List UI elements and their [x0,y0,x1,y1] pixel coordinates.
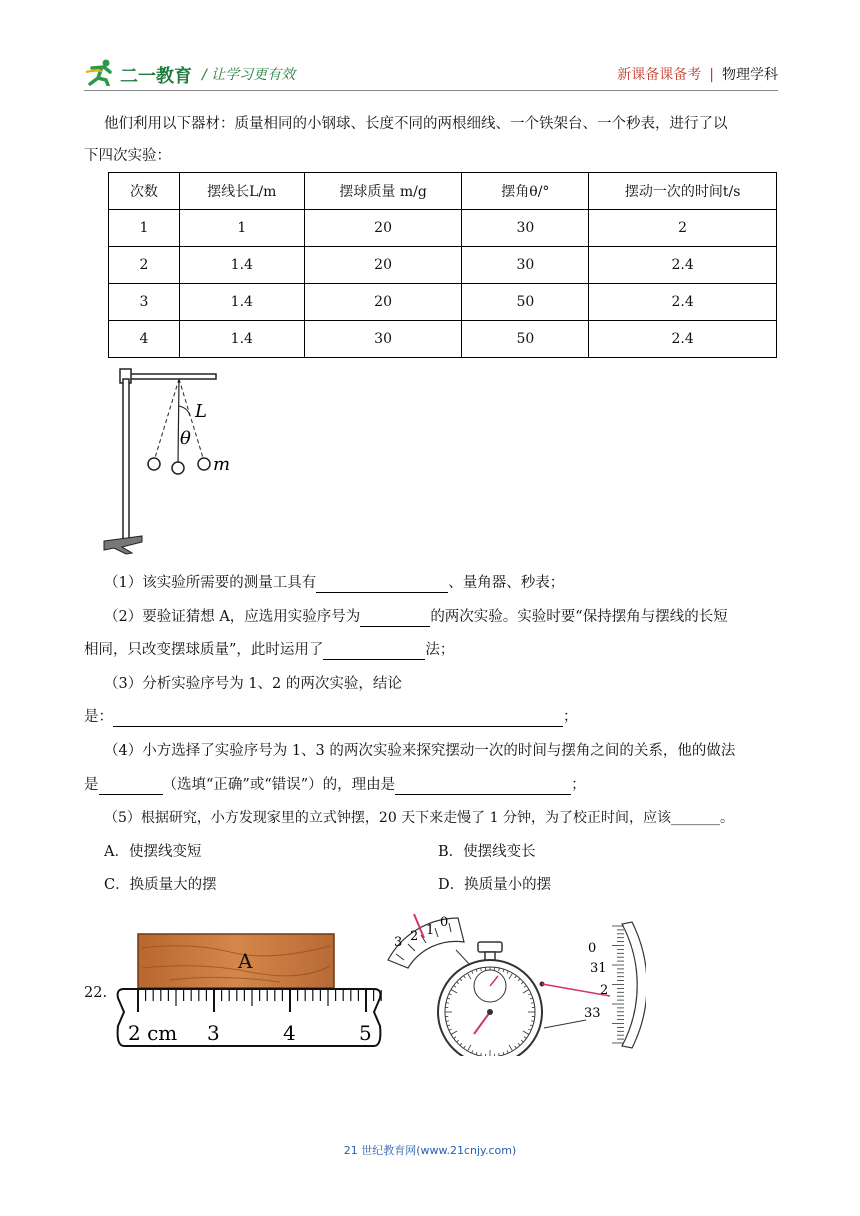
q1-text-end: 、量角器、秒表； [448,575,565,591]
cell: 1 [179,210,304,247]
q2-answer-blank-2[interactable] [323,643,425,660]
big-dial-label: 0 [588,941,597,956]
header-separator: | [709,67,714,83]
block-label: A [238,949,253,973]
cell: 1.4 [179,284,304,321]
cell: 20 [304,284,462,321]
ruler-unit-label: 2 cm [128,1021,178,1045]
q3-text: 是： [84,709,113,725]
footer[interactable]: 21 世纪教育网(www.21cnjy.com) [343,1144,517,1157]
question-2 [104,607,728,627]
cell: 2.4 [589,247,777,284]
cell: 30 [304,321,462,358]
runner-logo-icon [84,58,118,86]
cell: 4 [109,321,180,358]
col-header: 摆线长L/m [179,173,304,210]
small-dial-label: 0 [440,915,449,930]
ruler-label-5: 5 [359,1021,372,1045]
q2-text-end: 法； [425,642,455,658]
ruler-label-4: 4 [283,1021,296,1045]
cell: 3 [109,284,180,321]
q4-text: 是 [84,777,99,793]
header [84,58,778,88]
logo-text: 二一教育 [120,66,192,87]
header-course: 新课备课备考 [617,67,702,83]
label-m: m [213,454,231,475]
header-right [617,64,778,84]
cell: 30 [462,210,589,247]
cell: 2.4 [589,284,777,321]
experiment-table [108,172,777,358]
table-row [109,284,777,321]
big-dial-label: 31 [590,961,607,976]
option-b[interactable]: B．使摆线变长 [438,844,536,860]
cell: 2 [589,210,777,247]
q3-text-end: ； [563,709,578,725]
question-4: （4）小方选择了实验序号为 1、3 的两次实验来探究摆动一次的时间与摆角之间的关系，他的做法 [104,743,736,759]
cell: 20 [304,210,462,247]
cell: 1 [109,210,180,247]
cell: 1.4 [179,321,304,358]
small-dial-label: 3 [394,935,403,950]
q4-answer-blank-1[interactable] [99,778,163,795]
table-header-row [109,173,777,210]
q2-answer-blank-1[interactable] [360,610,430,627]
table-row [109,210,777,247]
cell: 2.4 [589,321,777,358]
cell: 50 [462,321,589,358]
intro-line-2: 下四次实验： [84,148,171,164]
col-header: 次数 [109,173,180,210]
cell: 30 [462,247,589,284]
question-2-cont [84,640,454,660]
col-header: 摆球质量 m/g [304,173,462,210]
ruler-label-3: 3 [207,1021,220,1045]
option-c[interactable]: C．换质量大的摆 [104,877,217,893]
pendulum-figure [100,364,250,558]
big-dial-label: 33 [584,1006,601,1021]
option-a[interactable]: A．使摆线变短 [104,844,202,860]
q4-text-end: ； [571,777,586,793]
ruler-figure [110,928,386,1052]
col-header: 摆动一次的时间t/s [589,173,777,210]
q2-text-mid: 的两次实验。实验时要“保持摆角与摆线的长短 [430,609,728,625]
question-3-cont [84,707,578,727]
cell: 1.4 [179,247,304,284]
option-d[interactable]: D．换质量小的摆 [438,877,552,893]
question-1 [104,573,564,593]
stopwatch-figure [386,910,646,1056]
small-dial-label: 2 [410,929,419,944]
big-dial-ticks [612,926,624,1043]
cell: 20 [304,247,462,284]
q1-answer-blank[interactable] [316,576,448,593]
col-header: 摆角θ/° [462,173,589,210]
wood-block [138,934,334,988]
question-22-number: 22. [84,985,108,1001]
big-dial-label: 2 [600,983,609,998]
question-5: （5）根据研究，小方发现家里的立式钟摆，20 天下来走慢了 1 分钟，为了校正时间，应该_______。 [104,810,734,826]
question-4-cont [84,775,586,795]
q2-text: （2）要验证猜想 A，应选用实验序号为 [104,609,361,625]
table-row [109,247,777,284]
question-3: （3）分析实验序号为 1、2 的两次实验，结论 [104,676,402,692]
slogan: / 让学习更有效 [202,67,296,83]
table-row [109,321,777,358]
q4-text-mid: （选填“正确”或“错误”）的，理由是 [162,777,396,793]
cell: 50 [462,284,589,321]
intro-line-1: 他们利用以下器材：质量相同的小钢球、长度不同的两根细线、一个铁架台、一个秒表，进行了以 [104,116,728,132]
header-subject: 物理学科 [722,67,778,83]
label-theta: θ [180,428,191,449]
q1-text: （1）该实验所需要的测量工具有 [104,575,317,591]
label-L: L [195,401,207,422]
q2-text-cont: 相同，只改变摆球质量”，此时运用了 [84,642,324,658]
q4-answer-blank-2[interactable] [395,778,571,795]
header-rule [84,90,778,91]
small-dial-label: 1 [426,923,435,938]
cell: 2 [109,247,180,284]
q3-answer-blank[interactable] [113,710,563,727]
